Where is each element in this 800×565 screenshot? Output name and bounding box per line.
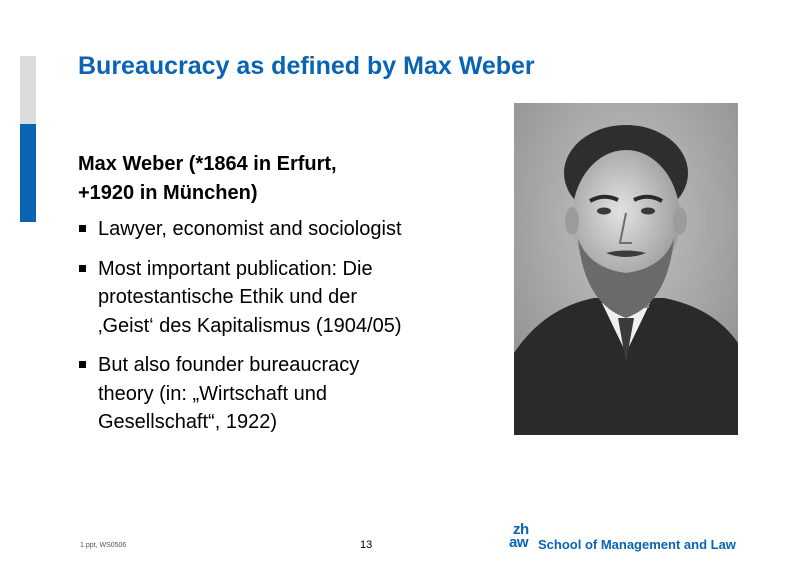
logo-mark-top: zh <box>513 521 529 538</box>
portrait-photo <box>514 103 738 435</box>
bullet-text: Lawyer, economist and sociologist <box>98 218 402 240</box>
logo-text: School of Management and Law <box>538 537 736 552</box>
bullet-item <box>78 215 418 244</box>
square-bullet-icon <box>79 265 86 272</box>
bullet-text: But also founder bureaucracy theory (in: „Wirtschaft und Gesellschaft“, 1922) <box>98 354 360 433</box>
bullet-item <box>78 255 418 341</box>
subtitle-line-2: +1920 in München) <box>78 182 258 204</box>
bullet-text: Most important publication: Die protestantische Ethik und der ‚Geist‘ des Kapitalismus (1904/05) <box>98 257 402 337</box>
slide-title: Bureaucracy as defined by Max Weber <box>78 52 535 80</box>
accent-bar-blue <box>20 124 36 222</box>
square-bullet-icon <box>79 361 86 368</box>
bullet-list <box>78 215 418 448</box>
subtitle-line-1: Max Weber (*1864 in Erfurt, <box>78 153 337 175</box>
square-bullet-icon <box>79 225 86 232</box>
page-number: 13 <box>360 539 373 551</box>
school-logo <box>509 523 749 553</box>
bullet-item <box>78 351 418 437</box>
accent-bar-grey <box>20 56 36 124</box>
logo-mark-bottom: aw <box>509 534 529 551</box>
zhaw-logo-mark <box>509 523 537 549</box>
subtitle <box>78 150 418 208</box>
footer-file-label: 1.ppt, WS0506 <box>80 542 127 549</box>
portrait-illustration <box>514 103 738 435</box>
